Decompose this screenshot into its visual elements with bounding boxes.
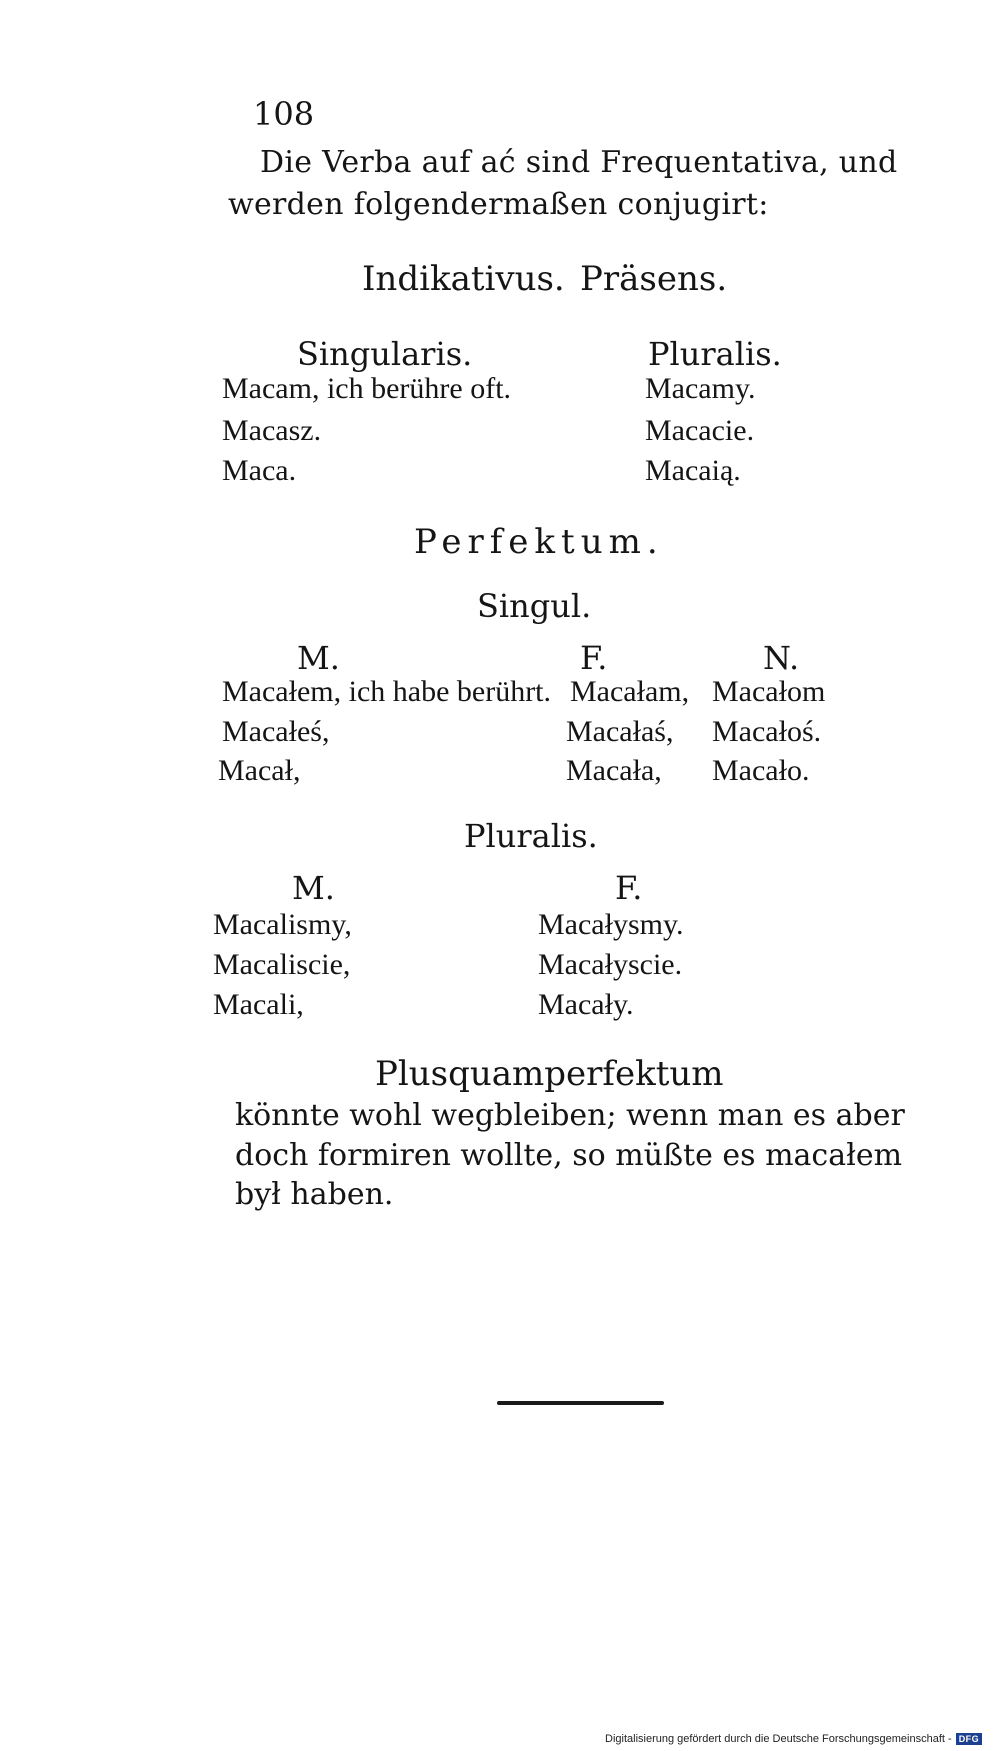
perfektum-row-2-m: Macałeś,: [222, 715, 330, 748]
perfektum-plural-row-1-f: Macałysmy.: [538, 908, 684, 941]
praesens-row-2-plural: Macacie.: [645, 414, 755, 447]
plusquamperfektum-line-2: doch formiren wollte, so müßte es macałem: [235, 1138, 903, 1173]
dfg-logo: DFG: [956, 1733, 983, 1745]
plusquamperfektum-line-1: könnte wohl wegbleiben; wenn man es aber: [235, 1098, 905, 1133]
intro-line-2: werden folgendermaßen conjugirt:: [228, 187, 769, 222]
perfektum-row-1-n: Macałom: [712, 675, 826, 708]
praesens-row-3-plural: Macaią.: [645, 454, 741, 487]
perfektum-plural-gender-m: M.: [292, 869, 335, 907]
perfektum-plural-row-3-m: Macali,: [213, 988, 304, 1021]
praesens-row-3-singular: Maca.: [222, 454, 297, 487]
perfektum-plural-row-1-m: Macalismy,: [213, 908, 352, 941]
digitization-footer: [605, 1731, 982, 1747]
perfektum-row-3-f: Macała,: [566, 754, 662, 787]
perfektum-row-1-m: Macałem, ich habe berührt.: [222, 675, 552, 708]
perfektum-plural-row-2-f: Macałyscie.: [538, 948, 683, 981]
praesens-plural-label: Pluralis.: [648, 335, 782, 373]
footer-text: Digitalisierung gefördert durch die Deutsche Forschungsgemeinschaft -: [605, 1733, 952, 1745]
heading-indikativus: Indikativus.: [362, 259, 565, 299]
perfektum-row-3-m: Macał,: [218, 754, 301, 787]
perfektum-row-2-f: Macałaś,: [566, 715, 674, 748]
perfektum-singular-label: Singul.: [477, 587, 592, 625]
perfektum-gender-f: F.: [580, 639, 608, 677]
perfektum-row-1-f: Macałam,: [570, 675, 690, 708]
perfektum-plural-gender-f: F.: [615, 869, 643, 907]
perfektum-row-3-n: Macało.: [712, 754, 810, 787]
intro-line-1: Die Verba auf ać sind Frequentativa, und: [260, 145, 898, 180]
heading-praesens: Präsens.: [580, 259, 728, 299]
perfektum-row-2-n: Macałoś.: [712, 715, 822, 748]
plusquamperfektum-line-3: był haben.: [235, 1177, 394, 1212]
heading-plusquamperfektum: Plusquamperfektum: [375, 1054, 724, 1094]
heading-perfektum: Perfektum.: [414, 522, 664, 562]
section-end-rule: [497, 1401, 664, 1405]
perfektum-plural-row-3-f: Macały.: [538, 988, 634, 1021]
perfektum-plural-label: Pluralis.: [464, 817, 598, 855]
praesens-singular-label: Singularis.: [297, 335, 473, 373]
perfektum-plural-row-2-m: Macaliscie,: [213, 948, 351, 981]
praesens-row-1-plural: Macamy.: [645, 372, 756, 405]
perfektum-gender-n: N.: [763, 639, 800, 677]
perfektum-gender-m: M.: [297, 639, 340, 677]
praesens-row-2-singular: Macasz.: [222, 414, 322, 447]
praesens-row-1-singular: Macam, ich berühre oft.: [222, 372, 512, 405]
page-number: 108: [253, 95, 315, 133]
